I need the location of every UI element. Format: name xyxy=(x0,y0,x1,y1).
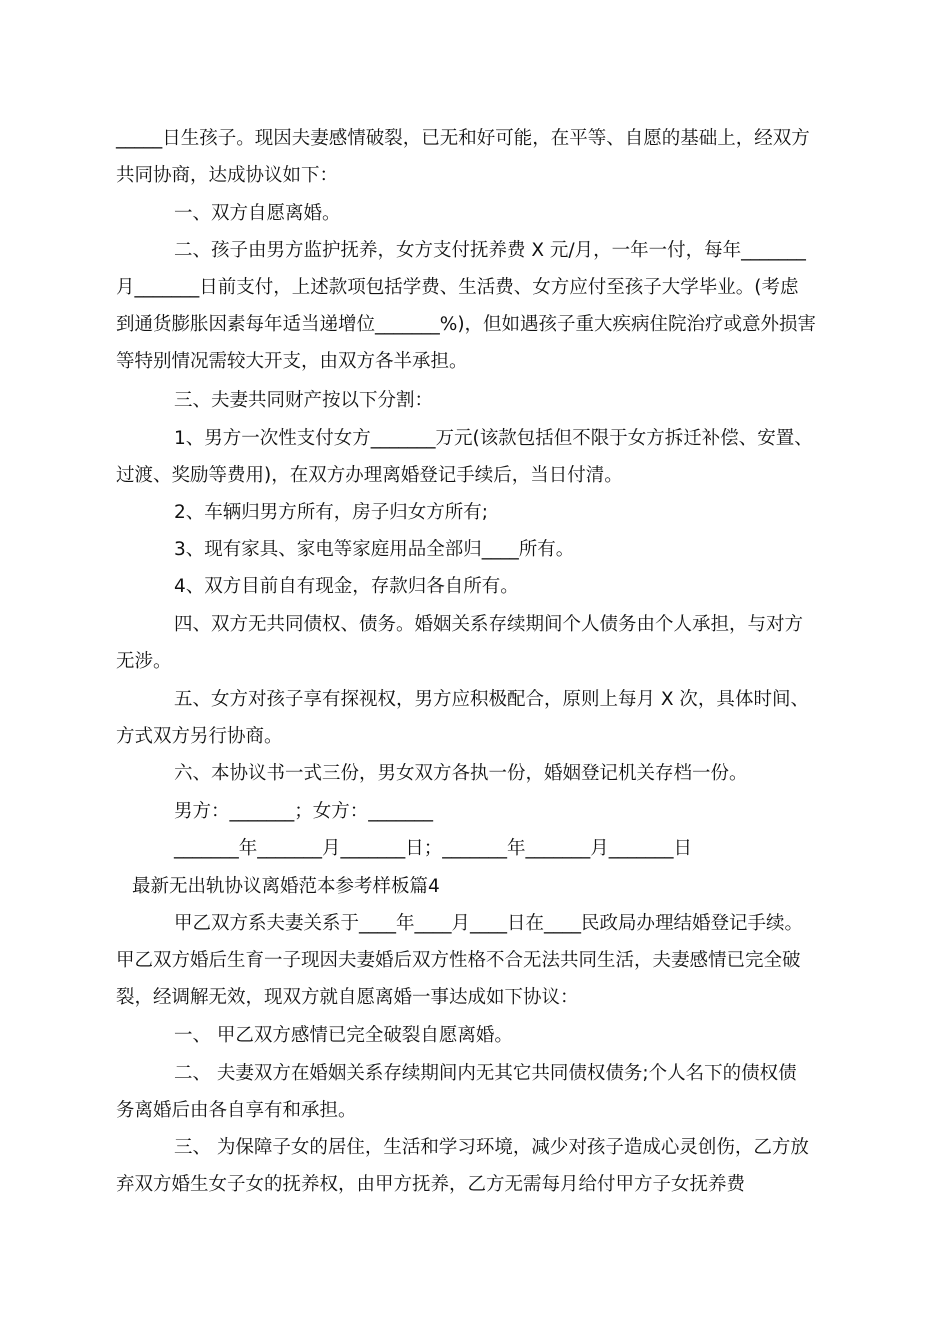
clause-4-debts xyxy=(116,606,838,680)
text-line: 务离婚后由各自享有和承担。 xyxy=(116,1100,357,1121)
text-line: _______年_______月_______日；_______年_______月_______日 xyxy=(174,838,693,859)
text-line: 过渡、奖励等费用)，在双方办理离婚登记手续后，当日付清。 xyxy=(116,465,623,486)
text-line: 2、车辆归男方所有，房子归女方所有; xyxy=(174,502,489,523)
text-line: 到通货膨胀因素每年适当递增位_______%)，但如遇孩子重大疾病住院治疗或意外损害 xyxy=(116,314,817,335)
text-line: 等特别情况需较大开支，由双方各半承担。 xyxy=(116,351,468,372)
clause-3-custody xyxy=(116,1129,838,1203)
text-line: 裂，经调解无效，现双方就自愿离婚一事达成如下协议： xyxy=(116,987,579,1008)
date-line xyxy=(116,830,838,867)
property-item-4 xyxy=(116,568,838,605)
text-line: 二、孩子由男方监护抚养，女方支付抚养费 X 元/月，一年一付，每年_______ xyxy=(174,240,806,261)
paragraph-birth-intro xyxy=(116,120,838,194)
text-line: 三、夫妻共同财产按以下分割： xyxy=(174,390,434,411)
text-line: 六、本协议书一式三份，男女双方各执一份，婚姻登记机关存档一份。 xyxy=(174,763,748,784)
text-line: 四、双方无共同债权、债务。婚姻关系存续期间个人债务由个人承担，与对方 xyxy=(174,614,804,635)
text-line: 共同协商，达成协议如下： xyxy=(116,165,339,186)
clause-3-property xyxy=(116,382,838,419)
property-item-1 xyxy=(116,420,838,494)
text-line: 弃双方婚生女子女的抚养权，由甲方抚养，乙方无需每月给付甲方子女抚养费 xyxy=(116,1174,746,1195)
text-line: 五、女方对孩子享有探视权，男方应积极配合，原则上每月 X 次，具体时间、 xyxy=(174,689,809,710)
property-item-3 xyxy=(116,531,838,568)
text-line: _____日生孩子。现因夫妻感情破裂，已无和好可能，在平等、自愿的基础上，经双方 xyxy=(116,128,810,149)
clause-1-divorce xyxy=(116,1017,838,1054)
clause-2-custody xyxy=(116,232,838,380)
text-line: 方式双方另行协商。 xyxy=(116,726,283,747)
text-line: 无涉。 xyxy=(116,651,172,672)
clause-1 xyxy=(116,195,838,232)
text-line: 最新无出轨协议离婚范本参考样板篇4 xyxy=(132,876,440,897)
text-line: 一、 甲乙双方感情已完全破裂自愿离婚。 xyxy=(174,1025,513,1046)
text-line: 3、现有家具、家电等家庭用品全部归____所有。 xyxy=(174,539,575,560)
text-line: 男方：_______；女方：_______ xyxy=(174,801,434,822)
clause-2-debts xyxy=(116,1055,838,1129)
section-title xyxy=(132,868,854,905)
text-line: 甲乙双方系夫妻关系于____年____月____日在____民政局办理结婚登记手续。 xyxy=(174,913,804,934)
text-line: 甲乙双方婚后生育一子现因夫妻婚后双方性格不合无法共同生活，夫妻感情已完全破 xyxy=(116,950,801,971)
text-line: 月_______日前支付，上述款项包括学费、生活费、女方应付至孩子大学毕业。(考虑 xyxy=(116,277,799,298)
text-line: 4、双方目前自有现金，存款归各自所有。 xyxy=(174,576,519,597)
text-line: 1、男方一次性支付女方_______万元(该款包括但不限于女方拆迁补偿、安置、 xyxy=(174,428,813,449)
text-line: 三、 为保障子女的居住，生活和学习环境，减少对孩子造成心灵创伤，乙方放 xyxy=(174,1137,809,1158)
property-item-2 xyxy=(116,494,838,531)
signature-line xyxy=(116,793,838,830)
text-line: 二、 夫妻双方在婚姻关系存续期间内无其它共同债权债务;个人名下的债权债 xyxy=(174,1063,797,1084)
text-line: 一、双方自愿离婚。 xyxy=(174,203,341,224)
clause-6-copies xyxy=(116,755,838,792)
clause-5-visitation xyxy=(116,681,838,755)
paragraph-marriage-intro xyxy=(116,905,838,1016)
